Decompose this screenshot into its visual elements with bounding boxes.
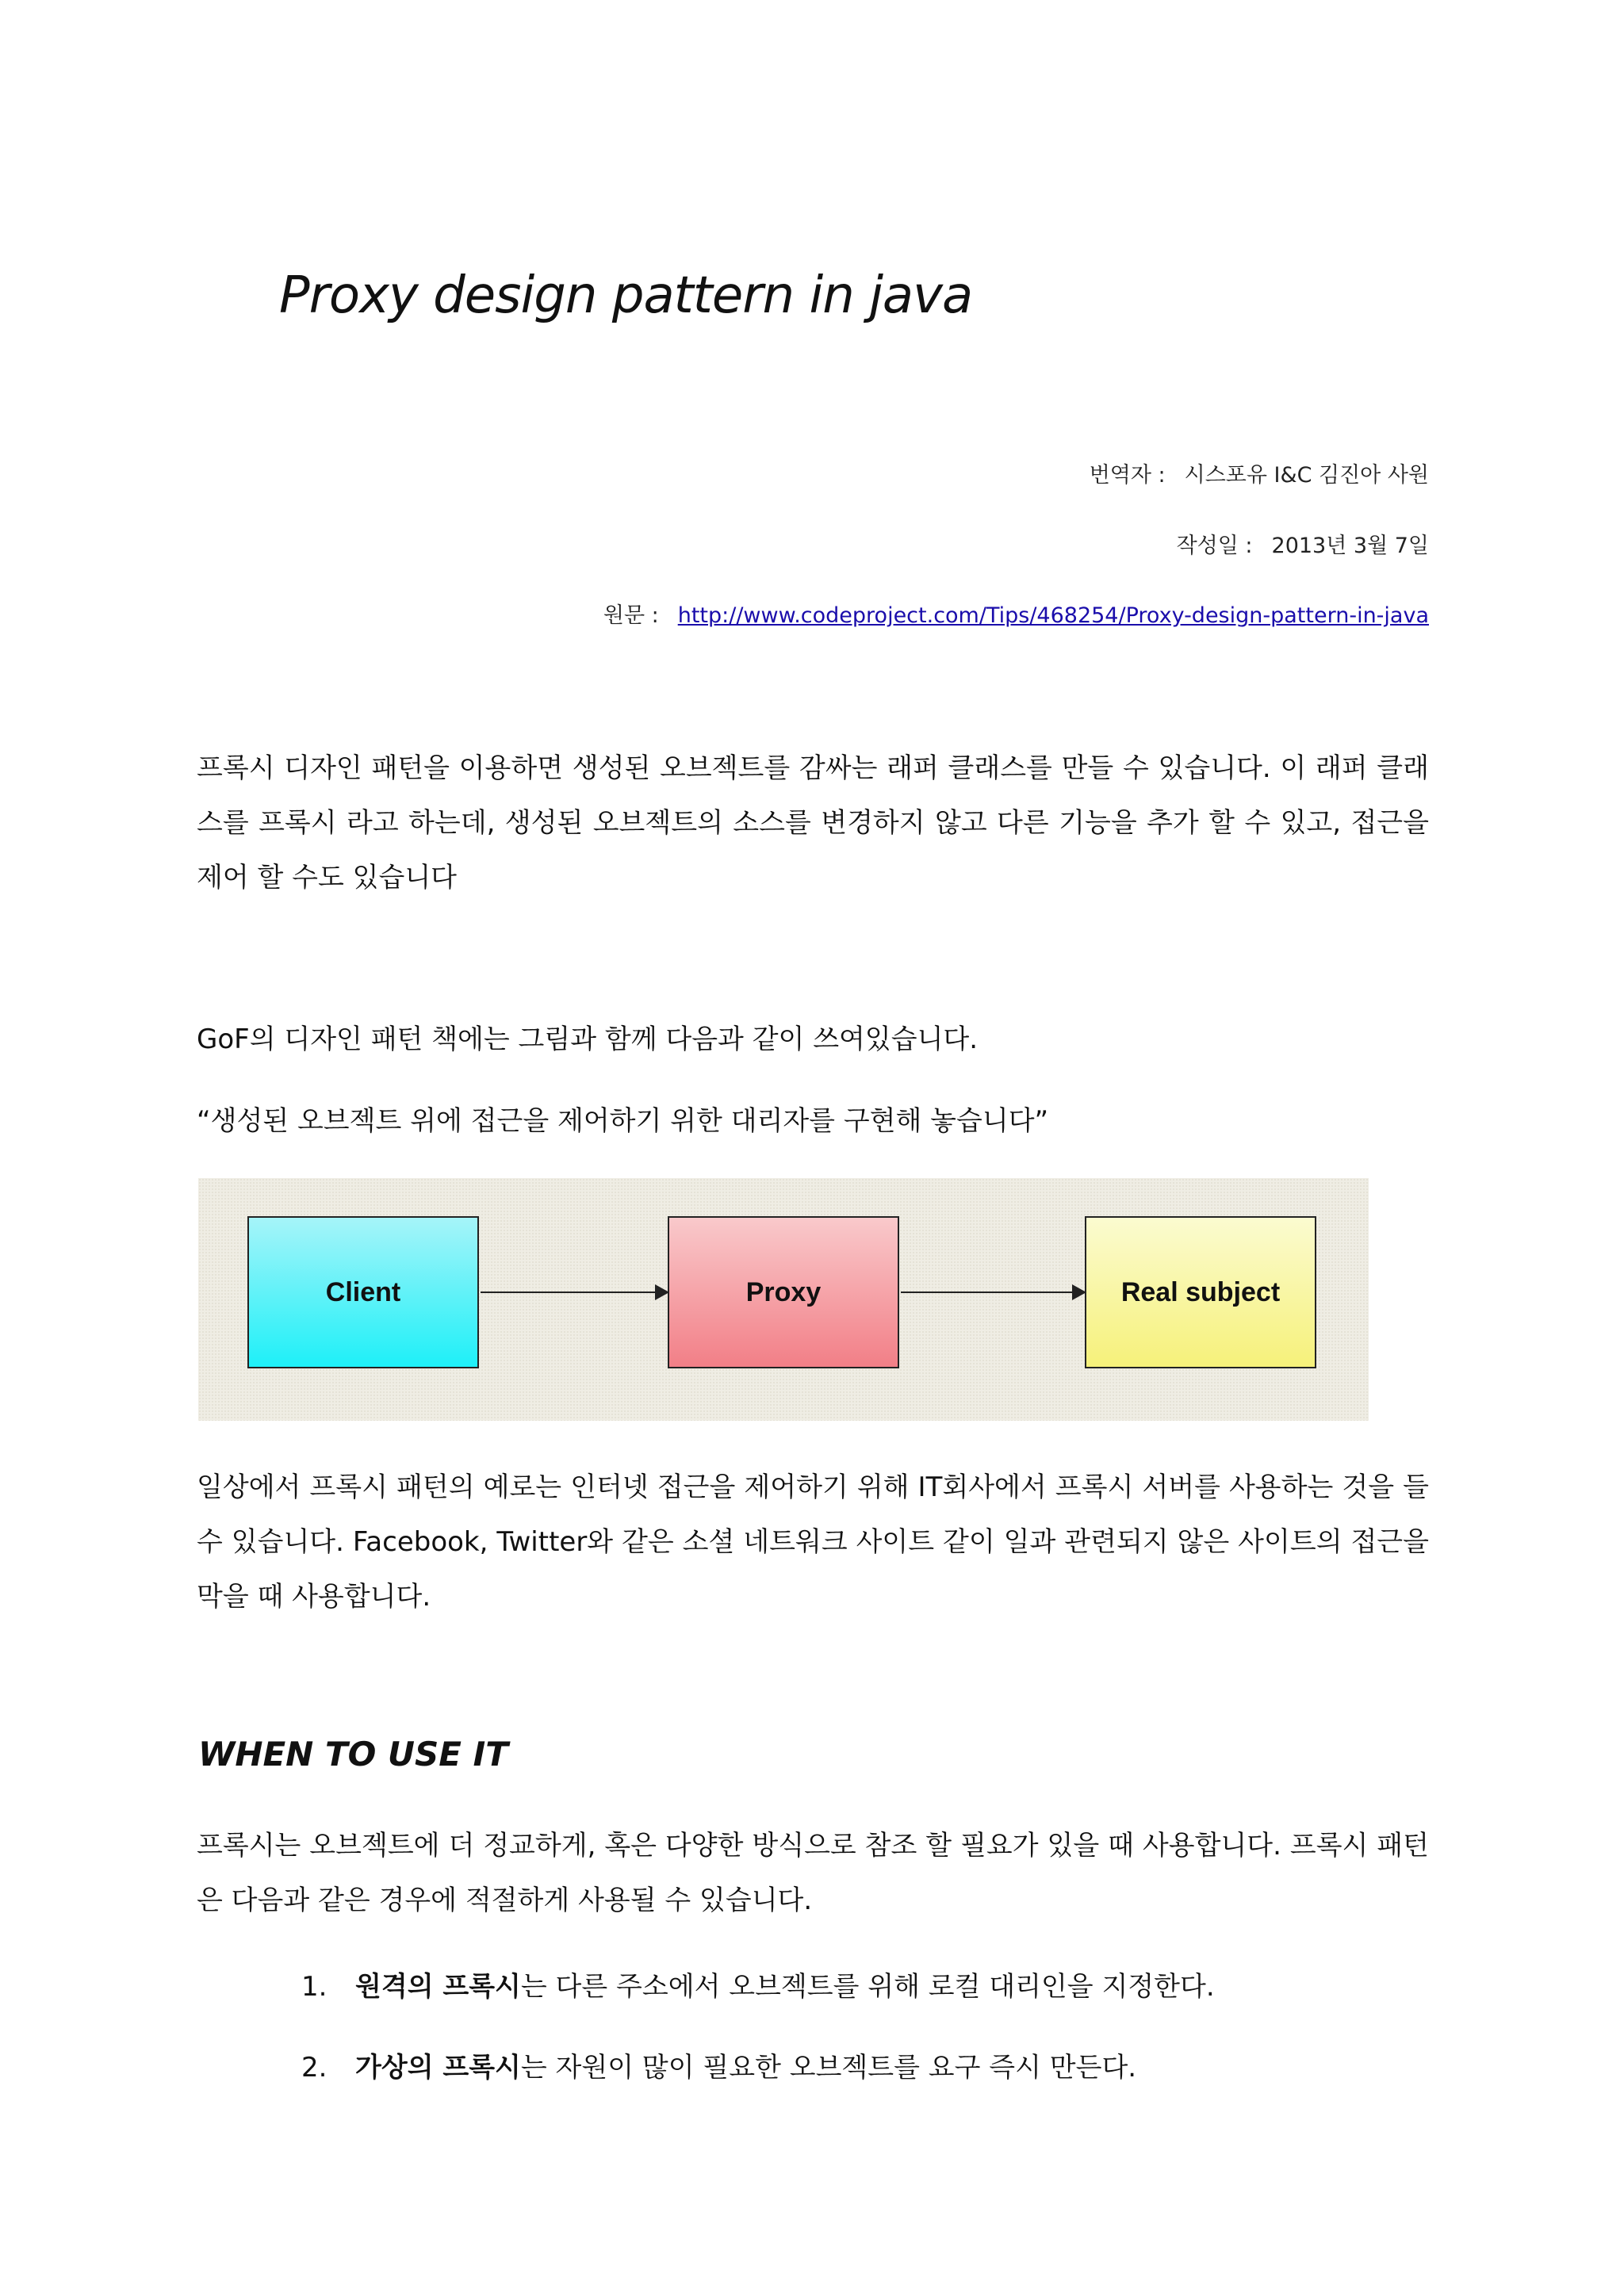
list-text: 는 자원이 많이 필요한 오브젝트를 요구 즉시 만든다. xyxy=(520,2052,1137,2084)
proxy-to-real-subject-arrow xyxy=(901,1292,1085,1293)
list-item xyxy=(301,1968,1215,2006)
list-number: 1. xyxy=(301,1971,327,2003)
list-text: 는 다른 주소에서 오브젝트를 위해 로컬 대리인을 지정한다. xyxy=(520,1971,1215,2003)
example-paragraph: 일상에서 프록시 패턴의 예로는 인터넷 접근을 제어하기 위해 IT회사에서 프록시 서버를 사용하는 것을 들 수 있습니다. Facebook, Twitter와 같은 소셜 네트워크 사이트 같이 일과 관련되지 않은 사이트의 접근을 막을 때 사용합니다. xyxy=(197,1471,1429,1613)
date-label: 작성일 : xyxy=(1176,534,1253,558)
source-line xyxy=(603,598,1429,629)
proxy-diagram xyxy=(198,1178,1369,1421)
date-value: 2013년 3월 7일 xyxy=(1271,534,1429,558)
list-item xyxy=(301,2049,1136,2087)
when-use-paragraph: 프록시는 오브젝트에 더 정교하게, 혹은 다양한 방식으로 참조 할 필요가 있을 때 사용합니다. 프록시 패턴은 다음과 같은 경우에 적절하게 사용될 수 있습니다. xyxy=(197,1830,1429,1916)
proxy-box: Proxy xyxy=(668,1216,899,1368)
translator-line xyxy=(1090,457,1429,488)
gof-paragraph: GoF의 디자인 패턴 책에는 그림과 함께 다음과 같이 쓰여있습니다. xyxy=(197,1024,979,1055)
document-title: Proxy design pattern in java xyxy=(279,266,973,325)
translator-label: 번역자 : xyxy=(1089,463,1166,488)
intro-paragraph: 프록시 디자인 패턴을 이용하면 생성된 오브젝트를 감싸는 래퍼 클래스를 만들 수 있습니다. 이 래퍼 클래스를 프록시 라고 하는데, 생성된 오브젝트의 소스를 변경하지 않고 다른 기능을 추가 할 수 있고, 접근을 제어 할 수도 있습니다 xyxy=(197,752,1429,894)
source-label: 원문 : xyxy=(603,603,659,628)
list-term: 원격의 프록시 xyxy=(355,1971,521,2003)
source-link[interactable]: http://www.codeproject.com/Tips/468254/Proxy-design-pattern-in-java xyxy=(677,603,1429,628)
section-heading: WHEN TO USE IT xyxy=(198,1735,508,1774)
date-line xyxy=(1177,528,1429,559)
client-box: Client xyxy=(247,1216,479,1368)
translator-value: 시스포유 I&C 김진아 사원 xyxy=(1184,463,1429,488)
list-term: 가상의 프록시 xyxy=(355,2052,521,2084)
client-to-proxy-arrow xyxy=(481,1292,668,1293)
list-number: 2. xyxy=(301,2052,327,2084)
real-subject-box: Real subject xyxy=(1085,1216,1316,1368)
quote-paragraph: “생성된 오브젝트 위에 접근을 제어하기 위한 대리자를 구현해 놓습니다” xyxy=(197,1105,1049,1137)
